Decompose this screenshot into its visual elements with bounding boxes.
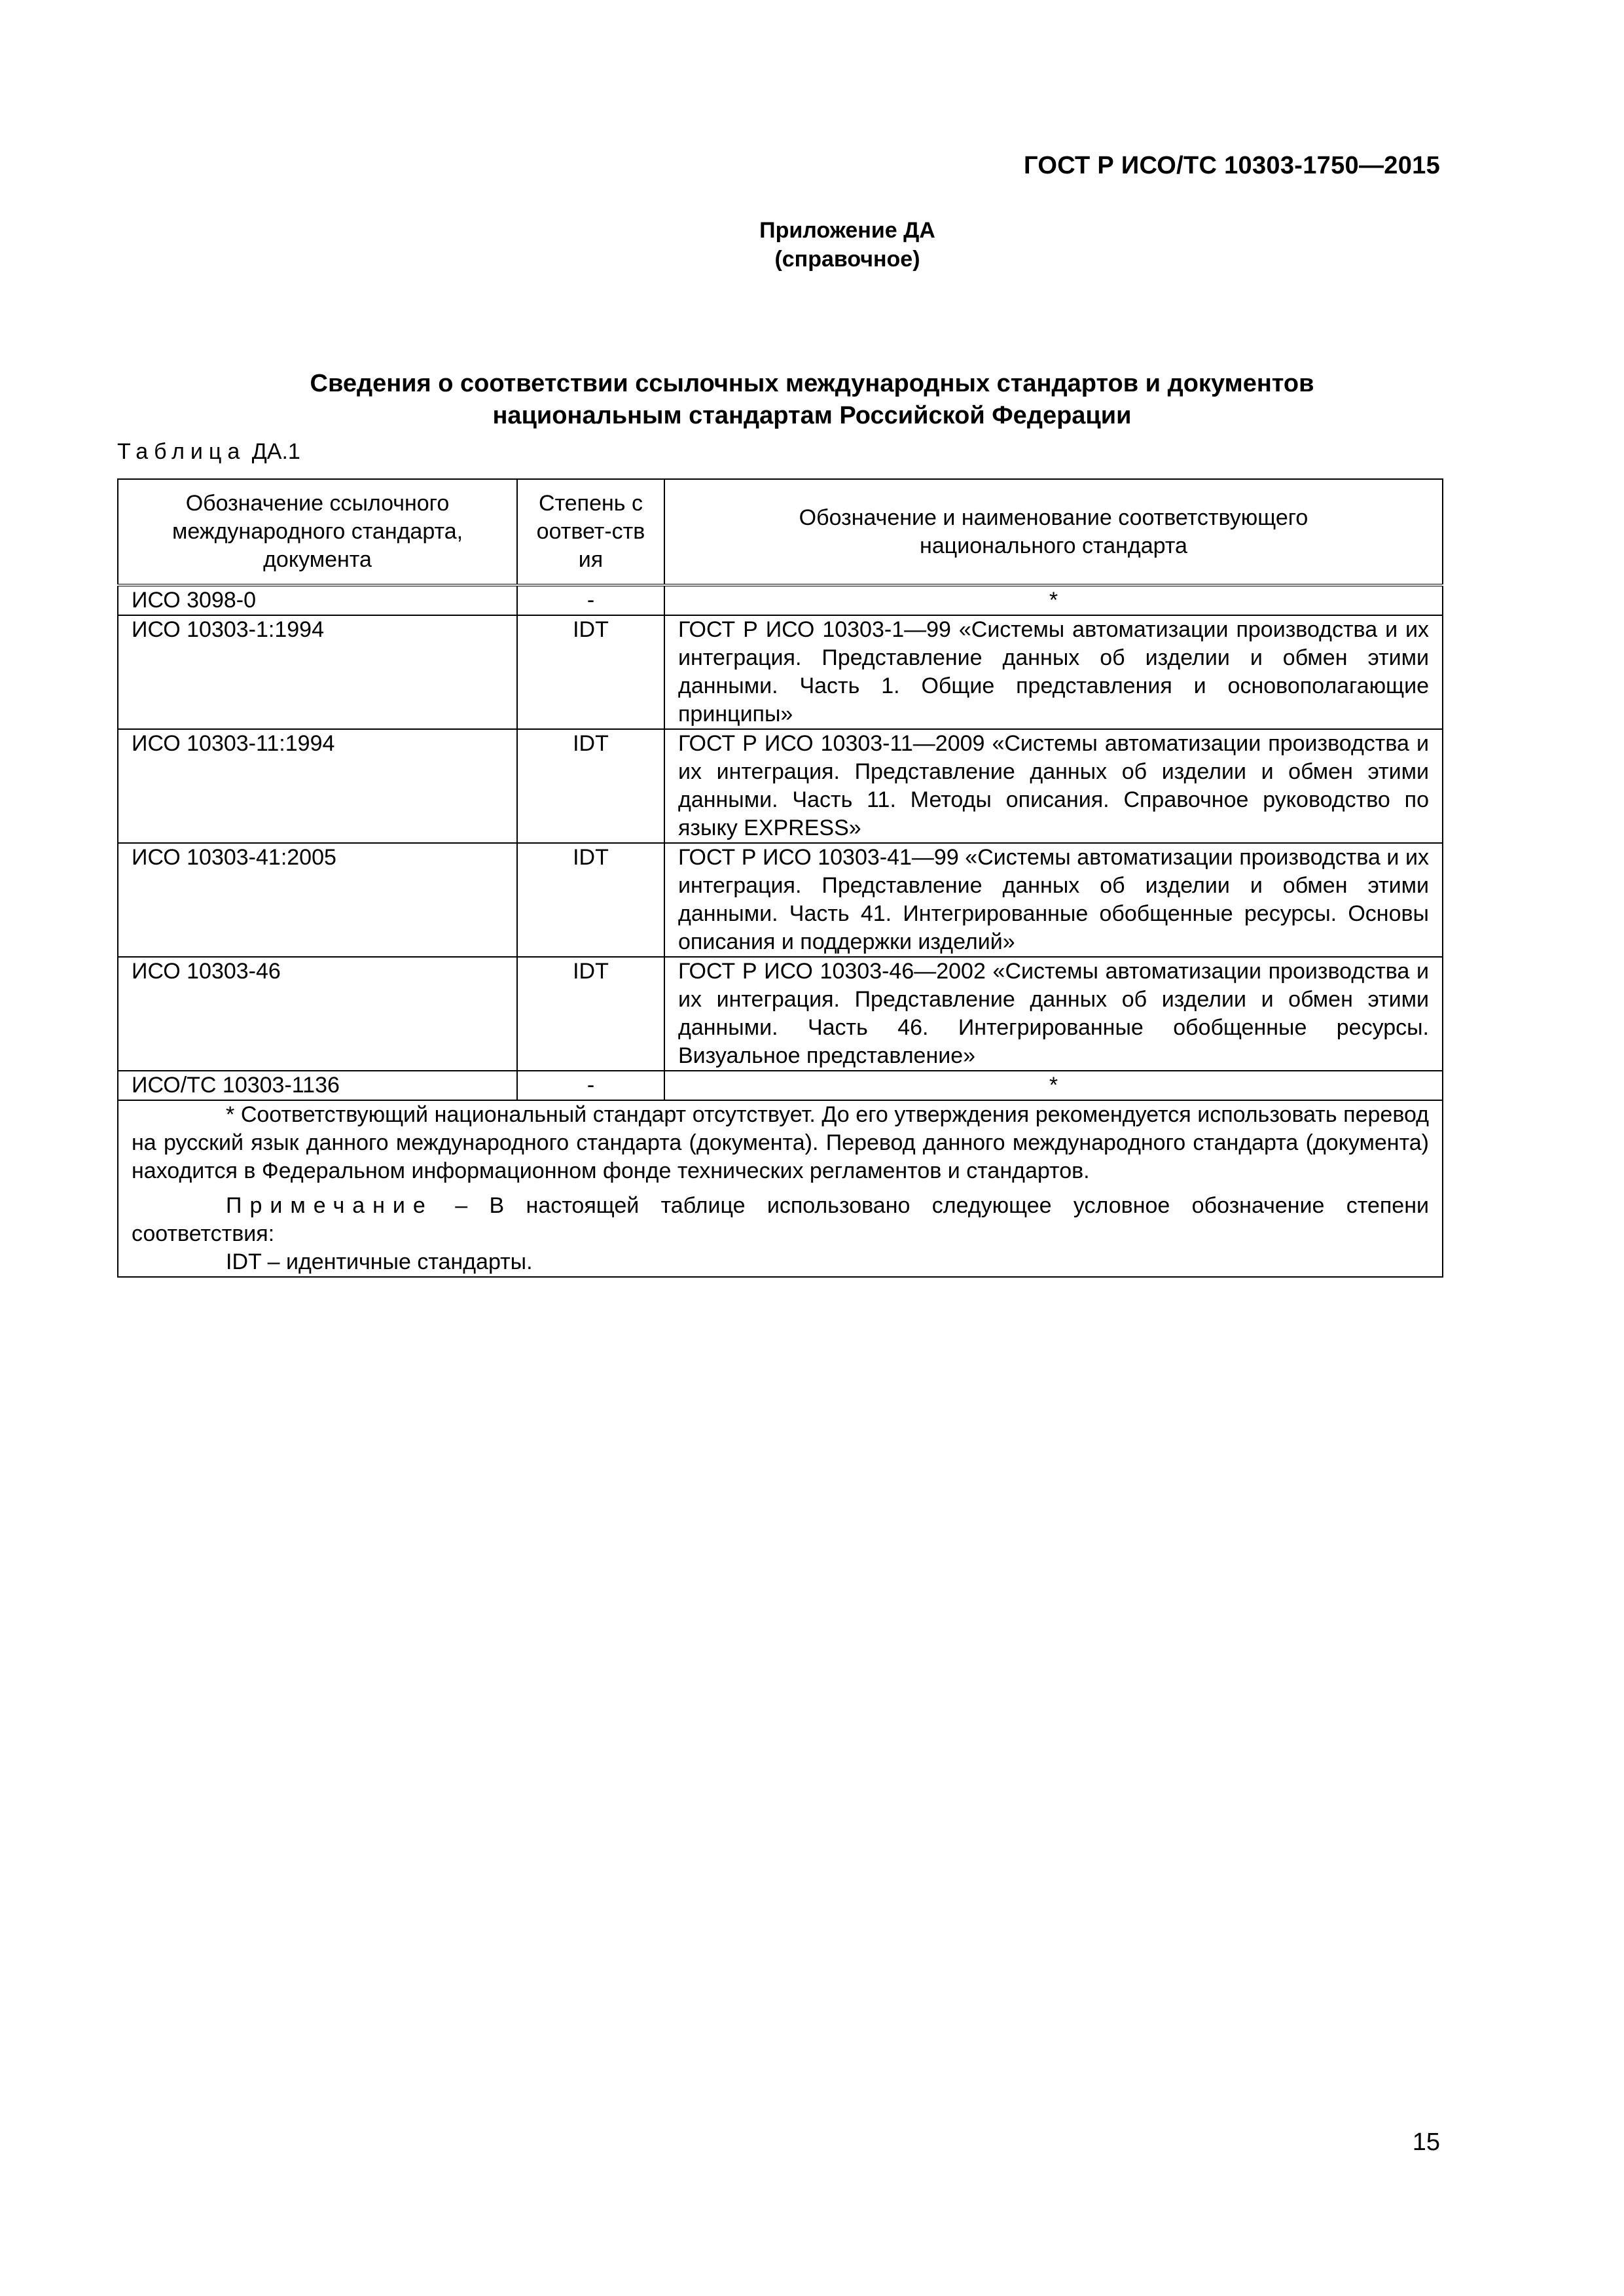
table-label — [117, 439, 300, 465]
note-text: – В настоящей таблице использовано следующее условное обозначение степени соответствия: — [132, 1193, 1429, 1246]
row-reference: ИСО 10303-41:2005 — [118, 843, 517, 957]
row-national: * — [664, 585, 1443, 615]
appendix-heading — [0, 216, 1624, 274]
row-degree: IDT — [517, 729, 664, 843]
row-reference: ИСО/ТС 10303-1136 — [118, 1071, 517, 1100]
header-reference-standard: Обозначение ссылочного международного стандарта, документа — [118, 479, 517, 585]
row-degree: IDT — [517, 615, 664, 729]
row-reference: ИСО 10303-1:1994 — [118, 615, 517, 729]
section-title-line2: национальным стандартам Российской Федерации — [492, 402, 1132, 429]
document-code: ГОСТ Р ИСО/ТС 10303-1750—2015 — [1024, 152, 1440, 179]
table-row — [118, 843, 1443, 957]
note-label: Примечание — [226, 1193, 433, 1218]
section-title — [0, 368, 1624, 432]
header-degree — [517, 479, 664, 585]
note-paragraph — [132, 1192, 1429, 1248]
table-row — [118, 957, 1443, 1071]
row-degree: IDT — [517, 957, 664, 1071]
row-national: * — [664, 1071, 1443, 1100]
header-national-standard: Обозначение и наименование соответствующего национального стандарта — [664, 479, 1443, 585]
table-row — [118, 585, 1443, 615]
appendix-title: Приложение ДА — [759, 218, 935, 243]
table-row — [118, 729, 1443, 843]
row-degree: - — [517, 1071, 664, 1100]
row-degree: - — [517, 585, 664, 615]
row-national: ГОСТ Р ИСО 10303-46—2002 «Системы автоматизации производства и их интеграция. Представление данных об изделии и обмен этими данными. Часть 46. Интегрированные обобщенные ресурсы. Визуальное представление» — [664, 957, 1443, 1071]
header-degree-text: Степень соответ-ствия — [536, 491, 645, 572]
page-number: 15 — [1412, 2128, 1440, 2156]
table-footer-row — [118, 1100, 1443, 1277]
footnote-text: * Соответствующий национальный стандарт отсутствует. До его утверждения рекомендуется использовать перевод на русский язык данного международного стандарта (документа). Перевод данного международного стандарта (документа) находится в Федеральном информационном фонде технических регламентов и стандартов. — [132, 1102, 1429, 1183]
table-row — [118, 615, 1443, 729]
note-idt: IDT – идентичные стандарты. — [226, 1249, 533, 1274]
correspondence-table — [117, 478, 1443, 1278]
table-label-number: ДА.1 — [251, 439, 300, 464]
table-header-row — [118, 479, 1443, 585]
row-reference: ИСО 3098-0 — [118, 585, 517, 615]
appendix-type: (справочное) — [774, 247, 920, 272]
row-national: ГОСТ Р ИСО 10303-41—99 «Системы автоматизации производства и их интеграция. Представление данных об изделии и обмен этими данными. Часть 41. Интегрированные обобщенные ресурсы. Основы описания и поддержки изделий» — [664, 843, 1443, 957]
table-label-word: Таблица — [117, 439, 246, 464]
row-degree: IDT — [517, 843, 664, 957]
section-title-line1: Сведения о соответствии ссылочных международных стандартов и документов — [310, 370, 1314, 397]
table-row — [118, 1071, 1443, 1100]
row-reference: ИСО 10303-11:1994 — [118, 729, 517, 843]
row-national: ГОСТ Р ИСО 10303-11—2009 «Системы автоматизации производства и их интеграция. Представление данных об изделии и обмен этими данными. Часть 11. Методы описания. Справочное руководство по языку EXPRESS» — [664, 729, 1443, 843]
row-reference: ИСО 10303-46 — [118, 957, 517, 1071]
row-national: ГОСТ Р ИСО 10303-1—99 «Системы автоматизации производства и их интеграция. Представление данных об изделии и обмен этими данными. Часть 1. Общие представления и основополагающие принципы» — [664, 615, 1443, 729]
table-footnote-cell — [118, 1100, 1443, 1277]
